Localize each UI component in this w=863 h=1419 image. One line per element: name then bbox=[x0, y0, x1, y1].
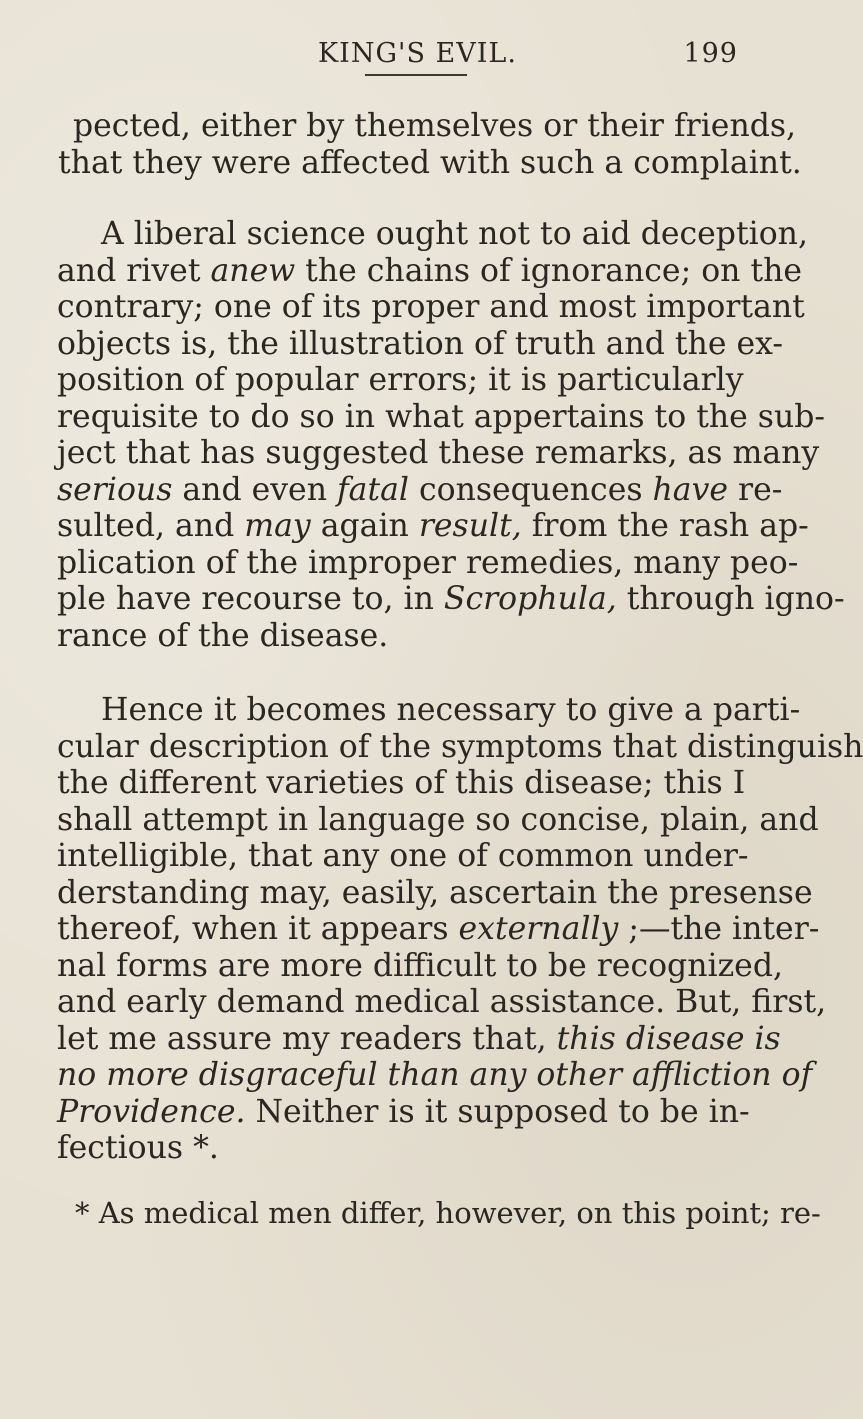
text-line: shall attempt in language so concise, plain, and bbox=[57, 802, 819, 838]
running-head-title: KING'S EVIL. bbox=[318, 38, 517, 69]
text-line: rance of the disease. bbox=[57, 618, 389, 654]
text-line: and early demand medical assistance. But, first, bbox=[57, 984, 827, 1020]
text-line: ple have recourse to, in Scrophula, through igno- bbox=[57, 581, 845, 617]
text-line: and rivet anew the chains of ignorance; on the bbox=[57, 253, 803, 289]
header-rule bbox=[365, 74, 467, 76]
text-line: let me assure my readers that, this disease is bbox=[57, 1021, 781, 1057]
text-line: cular description of the symptoms that distinguish bbox=[57, 729, 863, 765]
text-line: the different varieties of this disease; this I bbox=[57, 765, 746, 801]
running-head bbox=[318, 38, 738, 78]
text-line: thereof, when it appears externally ;—the inter- bbox=[57, 911, 820, 947]
text-line: A liberal science ought not to aid deception, bbox=[101, 216, 808, 252]
text-line: objects is, the illustration of truth and the ex- bbox=[57, 326, 783, 362]
text-line: intelligible, that any one of common under- bbox=[57, 838, 749, 874]
text-line: pected, either by themselves or their friends, bbox=[73, 108, 797, 144]
footnote: * As medical men differ, however, on this point; re- bbox=[75, 1196, 821, 1230]
text-line: requisite to do so in what appertains to the sub- bbox=[57, 399, 826, 435]
text-line: Hence it becomes necessary to give a parti- bbox=[101, 692, 801, 728]
text-line: no more disgraceful than any other affliction of bbox=[57, 1057, 813, 1093]
page-number: 199 bbox=[683, 38, 738, 69]
text-line: fectious *. bbox=[57, 1130, 219, 1166]
text-line: that they were affected with such a complaint. bbox=[58, 145, 802, 181]
text-line: plication of the improper remedies, many peo- bbox=[57, 545, 799, 581]
text-line: Providence. Neither is it supposed to be in- bbox=[57, 1094, 750, 1130]
text-line: sulted, and may again result, from the rash ap- bbox=[57, 508, 809, 544]
text-line: nal forms are more difficult to be recognized, bbox=[57, 948, 783, 984]
text-line: derstanding may, easily, ascertain the presense bbox=[57, 875, 813, 911]
text-line: ject that has suggested these remarks, as many bbox=[57, 435, 820, 471]
text-line: serious and even fatal consequences have re- bbox=[57, 472, 783, 508]
text-line: contrary; one of its proper and most important bbox=[57, 289, 805, 325]
text-line: position of popular errors; it is particularly bbox=[57, 362, 744, 398]
